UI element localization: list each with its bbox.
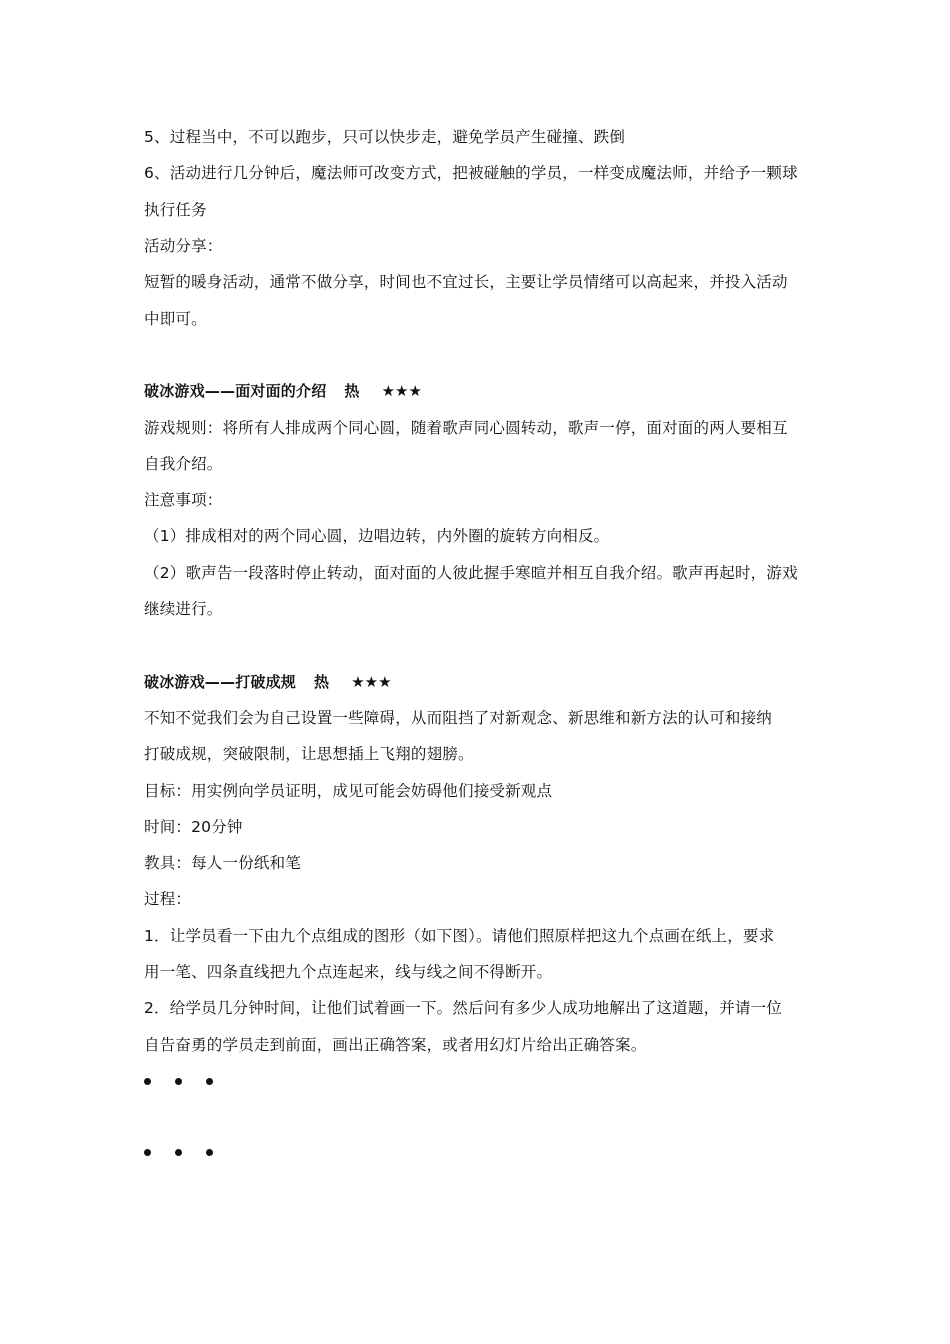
dot — [175, 1149, 182, 1156]
dot — [175, 1078, 182, 1085]
paragraph-line: 自我介绍。 — [144, 455, 223, 473]
paragraph-line: 继续进行。 — [144, 600, 223, 618]
paragraph-line: 自告奋勇的学员走到前面，画出正确答案，或者用幻灯片给出正确答案。 — [144, 1036, 647, 1054]
dot-row — [142, 1145, 262, 1161]
paragraph-line: 活动分享： — [144, 237, 223, 255]
paragraph-line: 过程： — [144, 890, 192, 908]
section-heading-break-rules — [144, 672, 814, 692]
paragraph-line: 2．给学员几分钟时间，让他们试着画一下。然后问有多少人成功地解出了这道题，并请一位 — [144, 999, 783, 1017]
paragraph-line: 游戏规则：将所有人排成两个同心圆，随着歌声同心圆转动，歌声一停，面对面的两人要相互 — [144, 419, 788, 437]
paragraph-line: 时间：20分钟 — [144, 818, 243, 836]
rating-stars: ★★★ — [351, 673, 392, 691]
dot — [144, 1078, 151, 1085]
paragraph-line: 1．让学员看一下由九个点组成的图形（如下图）。请他们照原样把这九个点画在纸上，要求 — [144, 927, 775, 945]
section-title: 破冰游戏——打破成规 — [144, 673, 297, 691]
paragraph-line: 打破成规，突破限制，让思想插上飞翔的翅膀。 — [144, 745, 474, 763]
paragraph-line: 不知不觉我们会为自己设置一些障碍，从而阻挡了对新观念、新思维和新方法的认可和接纳 — [144, 709, 773, 727]
paragraph-line: 执行任务 — [144, 201, 207, 219]
section-title: 破冰游戏——面对面的介绍 — [144, 382, 327, 400]
paragraph-line: 用一笔、四条直线把九个点连起来，线与线之间不得断开。 — [144, 963, 553, 981]
paragraph-line: 教具：每人一份纸和笔 — [144, 854, 302, 872]
rating-stars: ★★★ — [381, 382, 422, 400]
paragraph-line: （2）歌声告一段落时停止转动，面对面的人彼此握手寒暄并相互自我介绍。歌声再起时，游戏 — [144, 564, 798, 582]
paragraph-line: 5、过程当中，不可以跑步，只可以快步走，避免学员产生碰撞、跌倒 — [144, 128, 626, 146]
heat-tag: 热 — [344, 382, 360, 400]
paragraph-line: 目标：用实例向学员证明，成见可能会妨碍他们接受新观点 — [144, 782, 553, 800]
dot — [206, 1149, 213, 1156]
section-heading-face-to-face — [144, 381, 814, 401]
paragraph-line: 6、活动进行几分钟后，魔法师可改变方式，把被碰触的学员，一样变成魔法师，并给予一颗球 — [144, 164, 798, 182]
paragraph-line: 注意事项： — [144, 491, 223, 509]
dot — [206, 1078, 213, 1085]
heat-tag: 热 — [314, 673, 330, 691]
paragraph-line: （1）排成相对的两个同心圆，边唱边转，内外圈的旋转方向相反。 — [144, 527, 610, 545]
dot — [144, 1149, 151, 1156]
paragraph-line: 短暂的暖身活动，通常不做分享，时间也不宜过长，主要让学员情绪可以高起来，并投入活动 — [144, 273, 788, 291]
dot-row — [142, 1074, 262, 1090]
paragraph-line: 中即可。 — [144, 310, 207, 328]
